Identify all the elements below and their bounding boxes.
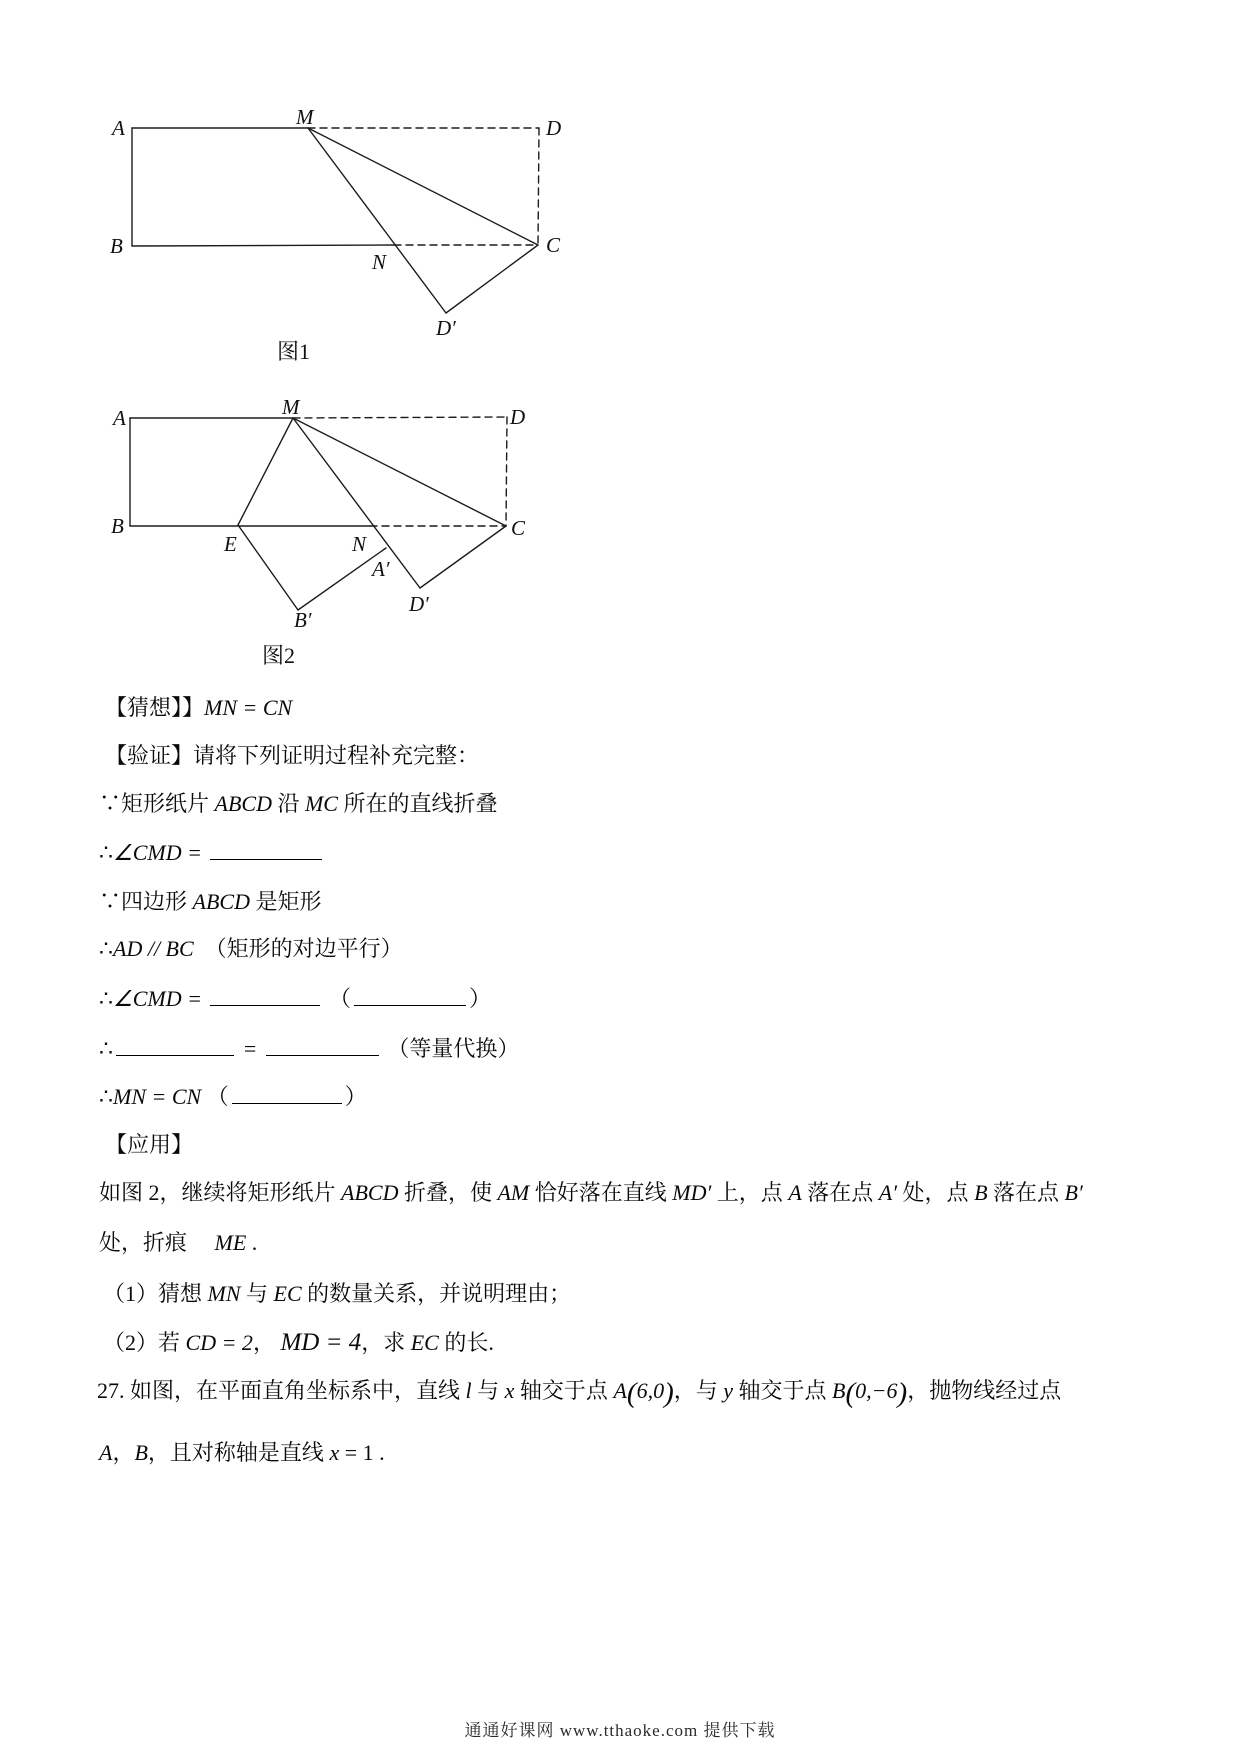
point-label: B xyxy=(110,234,123,258)
figure-dashed-segment xyxy=(293,417,507,418)
point-label: C xyxy=(546,233,561,257)
figure-segment xyxy=(293,418,506,526)
math-run: ( xyxy=(626,1377,637,1409)
text-line-13 xyxy=(103,1279,571,1309)
blank-underline xyxy=(210,838,322,860)
figure-caption: 图2 xyxy=(262,643,296,668)
math-run: l xyxy=(465,1378,472,1403)
math-run: EC xyxy=(410,1330,439,1355)
math-run: B xyxy=(134,1440,148,1465)
text-run: 的数量关系，并说明理由； xyxy=(301,1281,572,1306)
page-footer: 通通好课网 www.tthaoke.com 提供下载 xyxy=(464,1721,776,1740)
math-run: CD = 2 xyxy=(185,1330,253,1355)
text-line-15 xyxy=(97,1376,1062,1409)
math-run: ∠CMD = xyxy=(113,986,208,1011)
text-run: 如图 2，继续将矩形纸片 xyxy=(99,1180,342,1205)
math-run: x xyxy=(504,1378,515,1403)
text-run: 与 xyxy=(240,1281,274,1306)
math-run: ME xyxy=(214,1230,247,1255)
text-run: 的长. xyxy=(438,1330,494,1355)
text-run: 轴交于点 xyxy=(514,1378,614,1403)
point-label: B xyxy=(111,514,124,538)
text-line-11 xyxy=(99,1178,1083,1208)
math-run: AD // BC xyxy=(113,936,194,961)
figure-2 xyxy=(100,390,570,687)
text-line-5 xyxy=(99,887,321,917)
text-run: 所在的直线折叠 xyxy=(337,791,498,816)
math-run: MN = CN xyxy=(113,1084,202,1109)
text-line-9 xyxy=(99,1082,367,1112)
blank-underline xyxy=(354,984,466,1006)
text-run: 【验证】请将下列证明过程补充完整： xyxy=(105,743,480,768)
text-run: 【应用】 xyxy=(105,1132,194,1157)
text-run: ∴ xyxy=(99,1084,113,1109)
figure-dashed-segment xyxy=(506,417,507,526)
math-run: MD = 4 xyxy=(280,1329,362,1356)
text-run: ∴ xyxy=(99,986,113,1011)
math-run: MN = CN xyxy=(204,695,293,720)
math-run: MC xyxy=(304,791,338,816)
math-run: ∠CMD = xyxy=(113,840,208,865)
text-line-1 xyxy=(105,693,292,723)
figure-segment xyxy=(308,128,538,245)
figure-2-svg xyxy=(100,390,570,682)
figure-caption: 图1 xyxy=(277,339,311,364)
point-label: N xyxy=(352,532,367,556)
math-run: B xyxy=(974,1180,988,1205)
text-run: . xyxy=(246,1230,258,1255)
point-label: C xyxy=(511,516,526,540)
text-run: ， xyxy=(112,1440,135,1465)
figure-1 xyxy=(100,95,570,378)
math-run: ( xyxy=(845,1377,856,1409)
text-run: （ xyxy=(323,986,351,1011)
math-run: MN xyxy=(207,1281,241,1306)
text-run: 处，折痕 xyxy=(99,1230,215,1255)
point-label: D′ xyxy=(436,316,456,340)
math-run: B′ xyxy=(1064,1180,1083,1205)
point-label: D xyxy=(546,116,562,140)
point-label: A xyxy=(113,406,126,430)
text-run: 恰好落在直线 xyxy=(529,1180,673,1205)
figure-1-svg xyxy=(100,95,570,373)
point-label: E xyxy=(224,532,237,556)
point-label: A xyxy=(112,116,125,140)
text-run: （ xyxy=(201,1084,229,1109)
text-run: 落在点 xyxy=(987,1180,1065,1205)
point-label: A′ xyxy=(372,557,390,581)
text-run: ∴ xyxy=(99,840,113,865)
math-run: ABCD xyxy=(214,791,272,816)
text-run: 是矩形 xyxy=(249,889,322,914)
blank-underline xyxy=(210,984,320,1006)
math-run: A xyxy=(788,1180,802,1205)
math-run: B xyxy=(832,1378,846,1403)
text-line-16 xyxy=(99,1438,385,1468)
math-run: A xyxy=(99,1440,113,1465)
text-run: = 1 . xyxy=(339,1440,385,1465)
math-run: ABCD xyxy=(341,1180,399,1205)
point-label: M xyxy=(296,105,314,129)
text-run: 折叠，使 xyxy=(398,1180,498,1205)
math-run: EC xyxy=(273,1281,302,1306)
math-run: ABCD xyxy=(192,889,250,914)
math-run: A xyxy=(613,1378,627,1403)
point-label: B′ xyxy=(294,608,312,632)
text-run: 沿 xyxy=(271,791,305,816)
figure-dashed-segment xyxy=(538,128,539,245)
math-run: A′ xyxy=(878,1180,898,1205)
math-run: ) xyxy=(897,1377,908,1409)
text-run: ，与 xyxy=(673,1378,724,1403)
math-run: = xyxy=(237,1036,263,1061)
text-line-10 xyxy=(105,1130,193,1160)
text-run: ∵四边形 xyxy=(99,889,193,914)
figure-segment xyxy=(132,245,394,246)
text-line-4 xyxy=(99,838,325,868)
text-run: ∴ xyxy=(99,936,113,961)
blank-underline xyxy=(232,1082,342,1104)
point-label: M xyxy=(282,395,300,419)
math-run: ) xyxy=(664,1377,674,1409)
figure-segment xyxy=(308,128,446,313)
point-label: N xyxy=(372,250,387,274)
text-line-14 xyxy=(103,1326,494,1360)
figure-segment xyxy=(420,526,506,588)
figure-segment xyxy=(238,418,293,525)
text-run: （等量代换） xyxy=(381,1036,520,1061)
text-run: ） xyxy=(344,1084,367,1109)
figure-segment xyxy=(446,245,538,313)
text-line-8 xyxy=(99,1034,519,1064)
text-run: 轴交于点 xyxy=(733,1378,833,1403)
point-label: D′ xyxy=(409,592,429,616)
text-run: 落在点 xyxy=(801,1180,879,1205)
text-run: （1）猜想 xyxy=(103,1281,208,1306)
math-run: 6,0 xyxy=(636,1378,665,1403)
blank-underline xyxy=(116,1034,234,1056)
text-run: ， xyxy=(252,1330,281,1355)
text-run: 与 xyxy=(471,1378,505,1403)
math-run: MD′ xyxy=(672,1180,712,1205)
math-run: AM xyxy=(497,1180,530,1205)
math-run: x xyxy=(329,1440,340,1465)
text-line-6 xyxy=(99,934,403,964)
text-run: ，求 xyxy=(361,1330,411,1355)
blank-underline xyxy=(266,1034,379,1056)
text-line-12 xyxy=(99,1228,257,1258)
text-run: （矩形的对边平行） xyxy=(193,936,403,961)
figure-segment xyxy=(238,525,298,610)
text-line-7 xyxy=(99,984,491,1014)
text-run: ，且对称轴是直线 xyxy=(147,1440,330,1465)
text-run: （2）若 xyxy=(103,1330,186,1355)
math-run: y xyxy=(723,1378,734,1403)
math-run: 0,−6 xyxy=(855,1378,898,1403)
text-run: ∵矩形纸片 xyxy=(99,791,215,816)
text-run: 处，点 xyxy=(897,1180,975,1205)
text-line-3 xyxy=(99,789,498,819)
text-run: 上，点 xyxy=(711,1180,789,1205)
point-label: D xyxy=(510,405,526,429)
text-run: ∴ xyxy=(99,1036,113,1061)
text-run: 【猜想】】 xyxy=(105,695,205,720)
figure-segment xyxy=(293,418,420,588)
text-run: 27. 如图，在平面直角坐标系中，直线 xyxy=(97,1378,466,1403)
text-run: ，抛物线经过点 xyxy=(907,1378,1062,1403)
text-line-2 xyxy=(105,741,479,771)
text-run: ） xyxy=(468,986,491,1011)
